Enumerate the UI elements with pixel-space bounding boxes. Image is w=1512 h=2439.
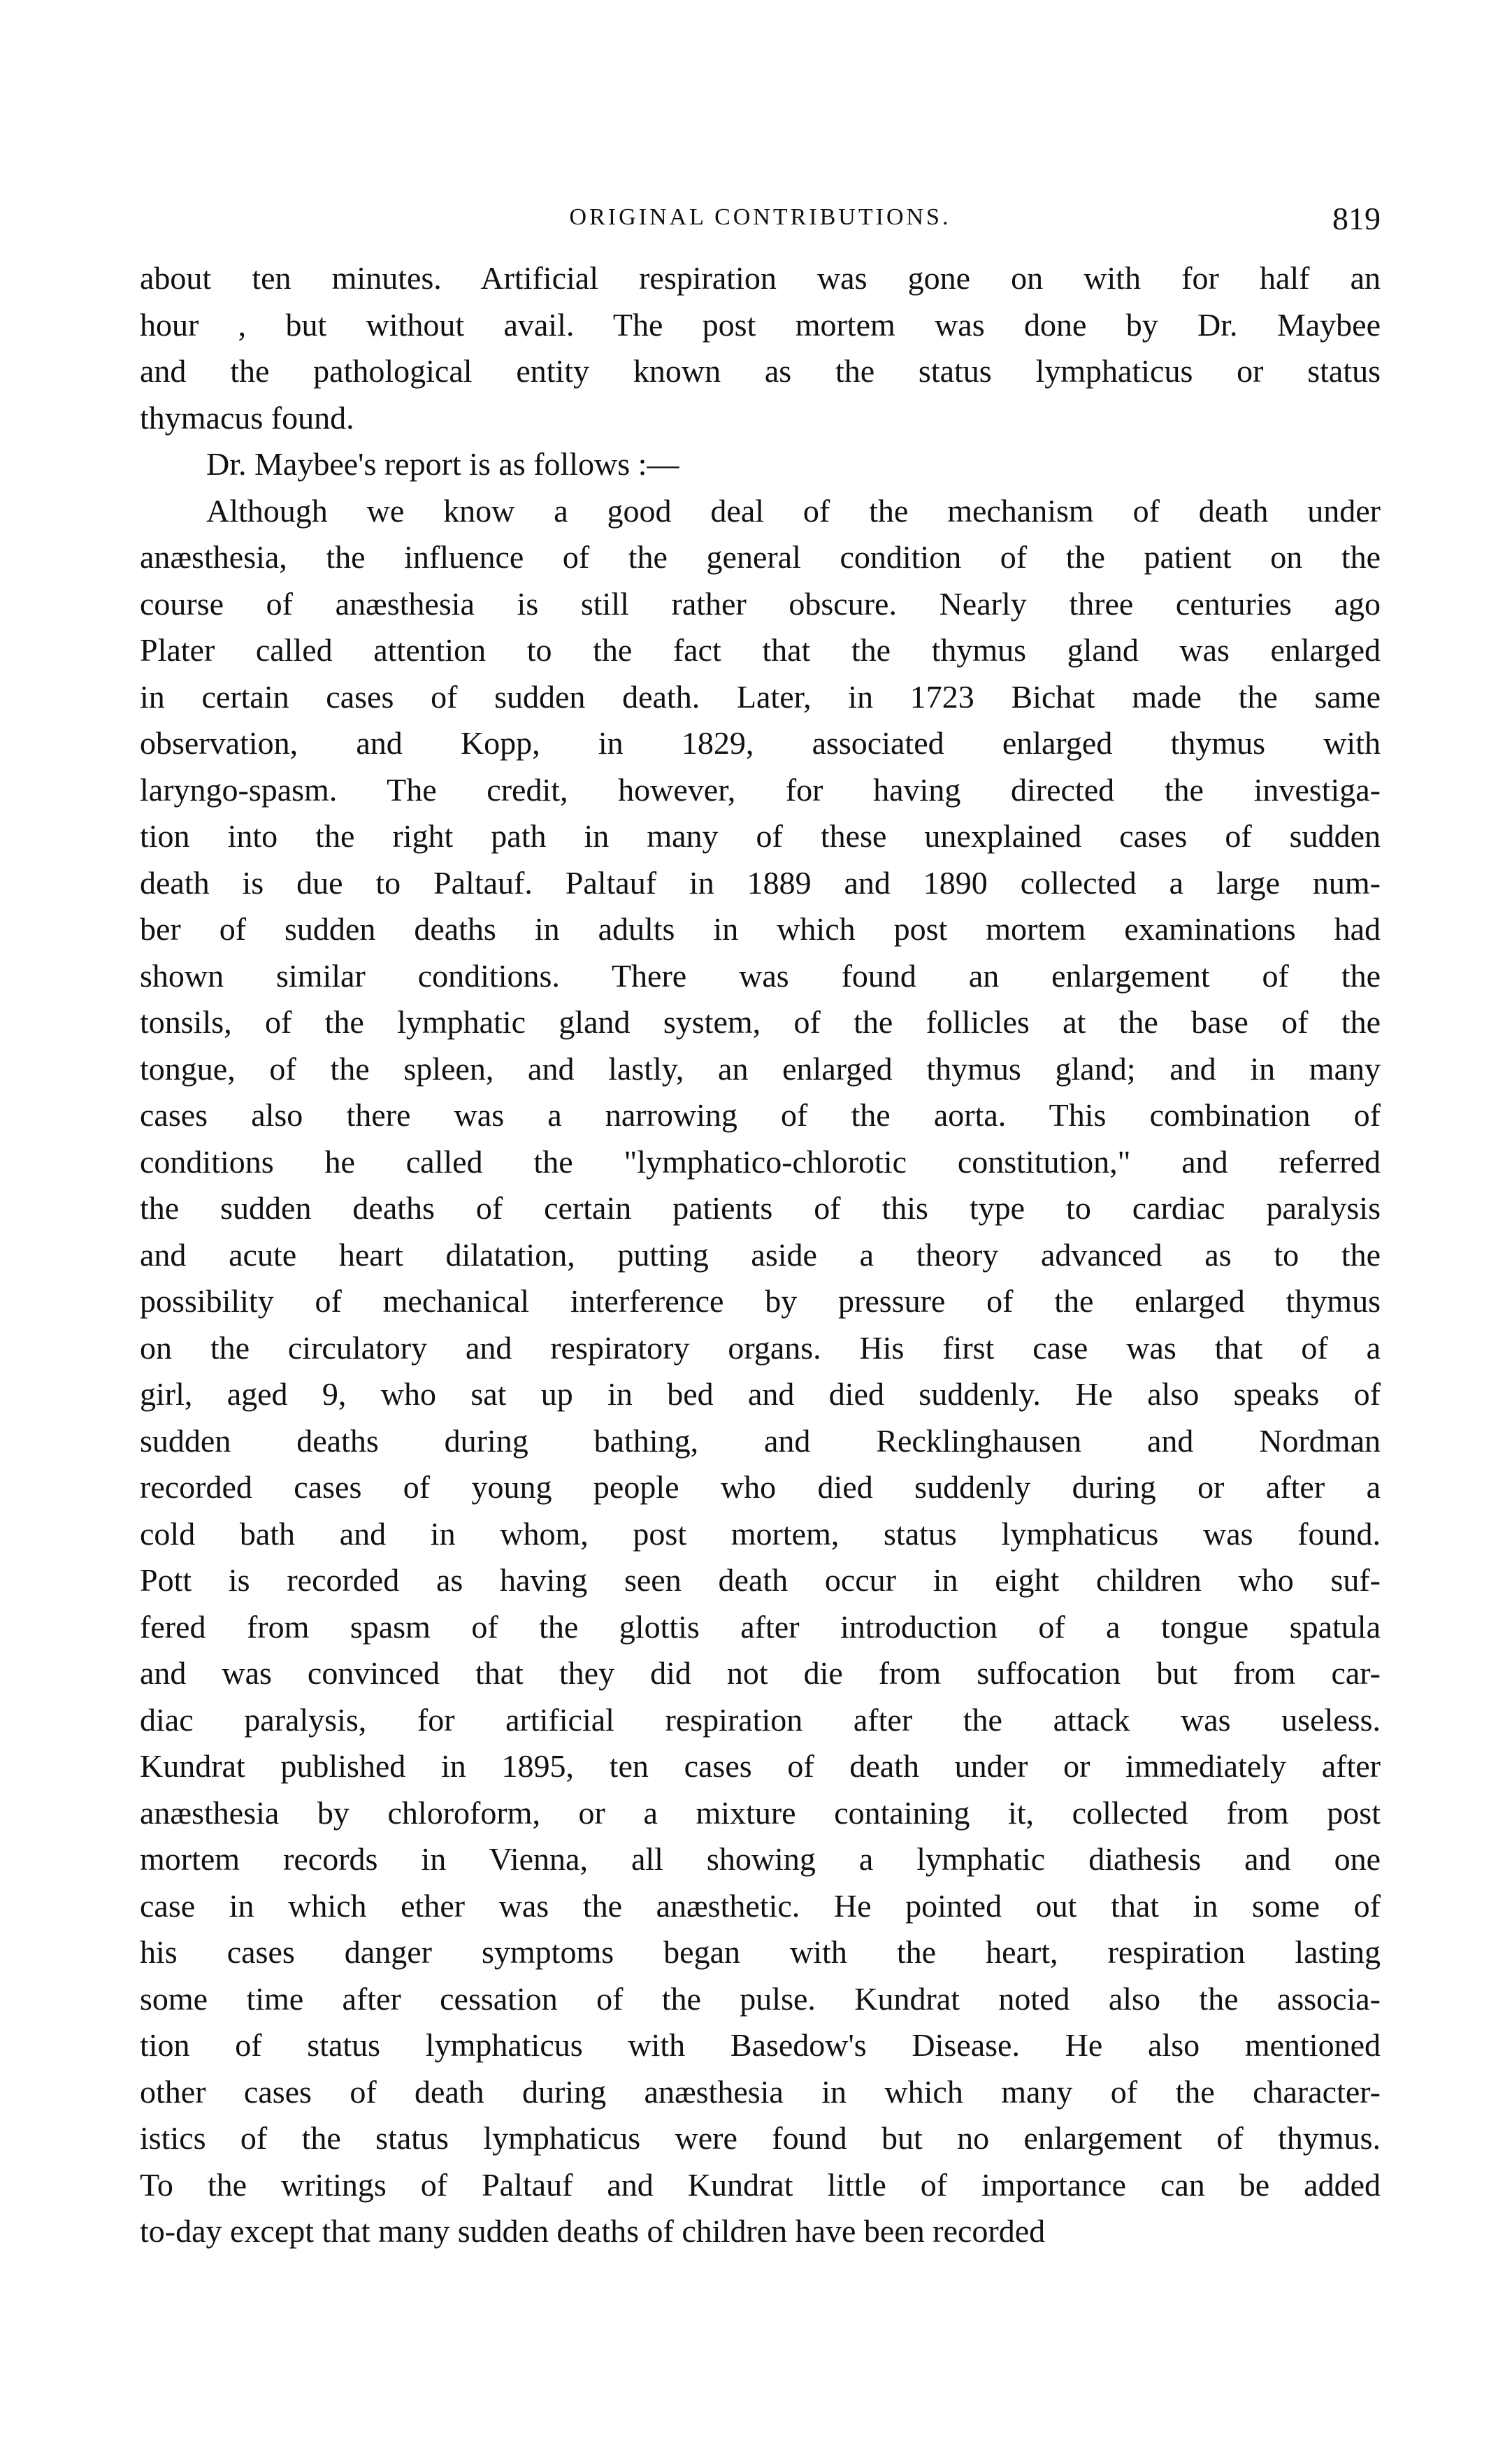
text-line: anæsthesia by chloroform, or a mixture containing it, collected from post [140, 1794, 1381, 1831]
body-text [140, 255, 1381, 2255]
text-line: the sudden deaths of certain patients of this type to cardiac paralysis [140, 1190, 1381, 1226]
text-line: conditions he called the "lymphatico-chlorotic constitution," and referred [140, 1143, 1381, 1180]
text-line: tion of status lymphaticus with Basedow's Disease. He also mentioned [140, 2027, 1381, 2063]
text-line: in certain cases of sudden death. Later, in 1723 Bichat made the same [140, 678, 1381, 715]
text-line: tion into the right path in many of these unexplained cases of sudden [140, 818, 1381, 854]
text-line: observation, and Kopp, in 1829, associated enlarged thymus with [140, 725, 1381, 761]
text-line: case in which ether was the anæsthetic. He pointed out that in some of [140, 1887, 1381, 1924]
text-line: some time after cessation of the pulse. Kundrat noted also the associa- [140, 1980, 1381, 2017]
text-line: death is due to Paltauf. Paltauf in 1889 and 1890 collected a large num- [140, 864, 1381, 901]
text-line: mortem records in Vienna, all showing a lymphatic diathesis and one [140, 1841, 1381, 1877]
text-line: Dr. Maybee's report is as follows :— [206, 446, 679, 482]
text-line: tonsils, of the lymphatic gland system, of the follicles at the base of the [140, 1004, 1381, 1040]
text-line: laryngo-spasm. The credit, however, for having directed the investiga- [140, 771, 1381, 808]
paragraph [140, 441, 1381, 488]
text-line: shown similar conditions. There was found an enlargement of the [140, 957, 1381, 994]
paragraph [140, 255, 1381, 441]
text-line: course of anæsthesia is still rather obscure. Nearly three centuries ago [140, 585, 1381, 622]
page-number: 819 [1332, 201, 1381, 236]
text-line: hour , but without avail. The post mortem was done by Dr. Maybee [140, 306, 1381, 343]
text-line: to-day except that many sudden deaths of children have been recorded [140, 2213, 1046, 2249]
text-line: on the circulatory and respiratory organs. His first case was that of a [140, 1329, 1381, 1366]
running-head [140, 201, 1381, 246]
text-line: about ten minutes. Artificial respiration was gone on with for half an [140, 260, 1381, 296]
text-line: other cases of death during anæsthesia in which many of the character- [140, 2073, 1381, 2110]
text-line: Although we know a good deal of the mechanism of death under [206, 492, 1381, 529]
text-line: his cases danger symptoms began with the heart, respiration lasting [140, 1934, 1381, 1970]
text-line: diac paralysis, for artificial respiration after the attack was useless. [140, 1701, 1381, 1738]
text-line: To the writings of Paltauf and Kundrat little of importance can be added [140, 2166, 1381, 2203]
text-line: Pott is recorded as having seen death occur in eight children who suf- [140, 1562, 1381, 1598]
text-line: tongue, of the spleen, and lastly, an enlarged thymus gland; and in many [140, 1050, 1381, 1087]
text-line: girl, aged 9, who sat up in bed and died suddenly. He also speaks of [140, 1376, 1381, 1412]
text-line: anæsthesia, the influence of the general condition of the patient on the [140, 539, 1381, 575]
text-line: and was convinced that they did not die from suffocation but from car- [140, 1655, 1381, 1691]
paragraph [140, 488, 1381, 2255]
text-line: cases also there was a narrowing of the aorta. This combination of [140, 1097, 1381, 1133]
text-line: and the pathological entity known as the status lymphaticus or status [140, 353, 1381, 389]
text-line: thymacus found. [140, 399, 354, 436]
text-line: Kundrat published in 1895, ten cases of death under or immediately after [140, 1748, 1381, 1784]
text-line: possibility of mechanical interference by pressure of the enlarged thymus [140, 1283, 1381, 1319]
text-line: and acute heart dilatation, putting aside a theory advanced as to the [140, 1236, 1381, 1273]
text-line: sudden deaths during bathing, and Recklinghausen and Nordman [140, 1422, 1381, 1459]
text-line: istics of the status lymphaticus were found but no enlargement of thymus. [140, 2120, 1381, 2156]
text-line: fered from spasm of the glottis after introduction of a tongue spatula [140, 1608, 1381, 1645]
text-line: recorded cases of young people who died suddenly during or after a [140, 1469, 1381, 1505]
text-line: cold bath and in whom, post mortem, status lymphaticus was found. [140, 1515, 1381, 1552]
text-line: Plater called attention to the fact that the thymus gland was enlarged [140, 632, 1381, 668]
text-line: ber of sudden deaths in adults in which post mortem examinations had [140, 911, 1381, 947]
running-title: ORIGINAL CONTRIBUTIONS. [569, 204, 951, 230]
